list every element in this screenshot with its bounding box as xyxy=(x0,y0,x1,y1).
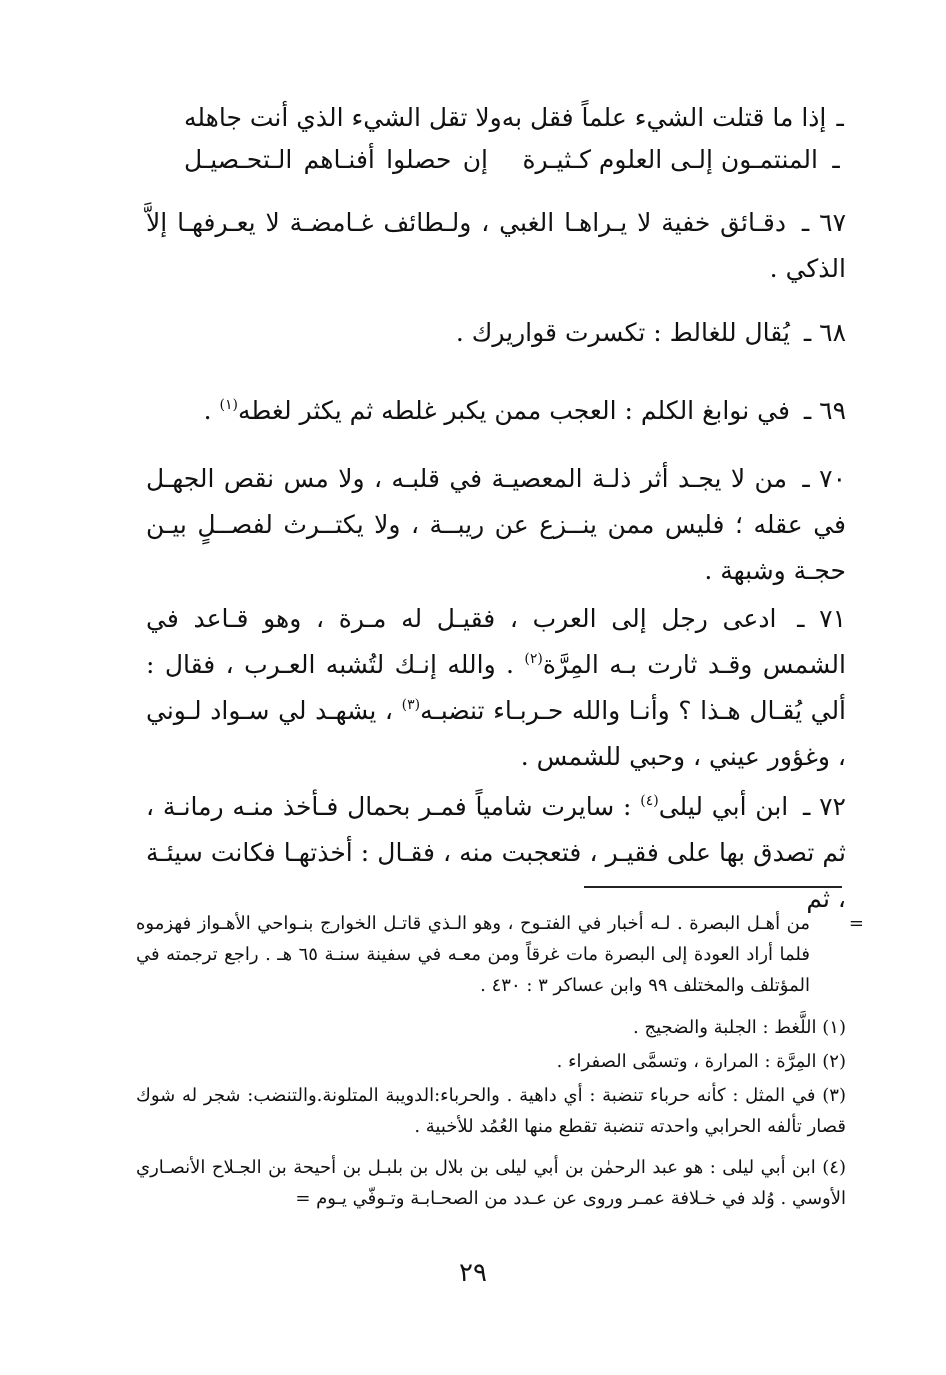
page-number: ٢٩ xyxy=(459,1258,487,1288)
entry-paragraph xyxy=(146,310,846,356)
footnote-reference: (٤) xyxy=(640,793,659,809)
entry-text: يُقال للغالط : تكسرت قواريرك . xyxy=(455,318,790,347)
footnote xyxy=(136,1046,846,1077)
footnote-separator xyxy=(584,886,842,888)
entry-number: ٧١ ـ xyxy=(797,604,846,633)
verse-dash: ـ xyxy=(836,103,844,132)
footnote-continuation-marker: = xyxy=(848,913,864,934)
entry-paragraph xyxy=(146,388,846,434)
entry-number: ٦٩ ـ xyxy=(803,396,846,425)
entry-text: ادعى رجل إلى العرب ، فقيـل له مـرة ، وهو قـاعد في الشمس وقـد ثارت بـه المِرَّة xyxy=(146,604,846,679)
entry-number: ٧٠ ـ xyxy=(802,464,846,493)
entry-text-tail: . xyxy=(203,396,220,425)
footnote-reference: (٣) xyxy=(401,697,421,713)
verse-first-hemistich: المنتمـون إلـى العلوم كـثيـرة xyxy=(522,145,818,174)
footnote xyxy=(136,1012,846,1043)
entry-text-tail: : سايرت شامياً فمـر بحمال فـأخذ منـه رمانـة ، ثم تصدق بها على فقيـر ، فتعجبت منه ، فقـال : أخذتهـا فكانت سيئـة ، ثم xyxy=(146,792,846,913)
footnote-reference: (٢) xyxy=(524,651,543,667)
entry-text-tail: . والله إنـك لتُشبه العـرب ، فقال : ألي يُقـال هـذا ؟ وأنـا والله حـربـاء تنضبـه xyxy=(146,650,847,725)
verse-line xyxy=(174,98,854,138)
entry-paragraph xyxy=(146,456,846,594)
entry-paragraph xyxy=(146,200,846,292)
entry-paragraph xyxy=(146,596,846,780)
entry-text: من لا يجـد أثر ذلـة المعصيـة في قلبـه ، ولا مس نقص الجهـل في عقله ؛ فليس ممن ينــزع عن ريبــة ، ولا يكتــرث لفصــلٍ بيـن حجـة وشبهة . xyxy=(146,464,846,585)
verse-line xyxy=(174,140,854,180)
footnote-continuation: من أهـل البصرة . لـه أخبار في الفتـوح ، وهو الـذي قاتـل الخوارج بنـواحي الأهـواز فهزموه فلما أراد العودة إلى البصرة مات غرقاً ومن معـه في سفينة سنـة ٦٥ هـ . راجع ترجمته في المؤتلف والمختلف ٩٩ وابن عساكر ٣ : ٤٣٠ . xyxy=(136,913,810,996)
footnote-label: (٣) xyxy=(822,1085,846,1106)
footnote-text: المِرَّة : المرارة ، وتسمَّى الصفراء . xyxy=(556,1051,817,1072)
entry-number: ٦٨ ـ xyxy=(803,318,846,347)
verse-first-hemistich: إذا ما قتلت الشيء علماً فقل به xyxy=(501,103,827,132)
entry-paragraph xyxy=(146,784,846,922)
entry-number: ٦٧ ـ xyxy=(801,208,846,237)
footnote-label: (١) xyxy=(822,1017,846,1038)
footnote xyxy=(136,1080,846,1142)
footnote-label: (٢) xyxy=(822,1051,846,1072)
footnote-text: اللَّغط : الجلبة والضجيج . xyxy=(633,1017,817,1038)
entry-text: ابن أبي ليلى xyxy=(658,792,789,821)
entry-text: في نوابغ الكلم : العجب ممن يكبر غلطه ثم يكثر لغطه xyxy=(238,396,790,425)
footnote-reference: (١) xyxy=(219,397,239,413)
entry-text: دقـائق خفية لا يـراهـا الغبي ، ولـطائف غـامضـة لا يعـرفهـا إلاَّ الذكي . xyxy=(146,208,846,283)
entry-text-tail: ، يشهـد لي سـواد لـوني ، وغؤور عيني ، وحبي للشمس . xyxy=(146,696,846,771)
entry-number: ٧٢ ـ xyxy=(803,792,846,821)
verse-second-hemistich: إن حصلوا أفنـاهم الـتحـصيـل xyxy=(184,145,488,174)
footnote-trailing-marker: = xyxy=(295,1188,311,1209)
verse-second-hemistich: ولا تقل الشيء الذي أنت جاهله xyxy=(184,103,502,132)
footnote xyxy=(136,1152,846,1214)
footnote-text: في المثل : كأنه حرباء تنضبة : أي داهية . والحرباء:الدويبة المتلونة.والتنضب: شجر له شوك قصار تألفه الحرابي واحدته تنضبة تقطع منها العُمُد للأخبية . xyxy=(136,1085,846,1137)
footnote-text: ابن أبي ليلى : هو عبد الرحمٰن بن أبي ليلى بن بلال بن بلبـل بن أحيحة بن الجـلاح الأنصـاري الأوسي . وُلد في خـلافة عمـر وروى عن عـدد من الصحـابـة وتـوفّي يـوم xyxy=(136,1157,846,1209)
verse-dash: ـ xyxy=(832,145,840,174)
footnote-label: (٤) xyxy=(822,1157,846,1178)
